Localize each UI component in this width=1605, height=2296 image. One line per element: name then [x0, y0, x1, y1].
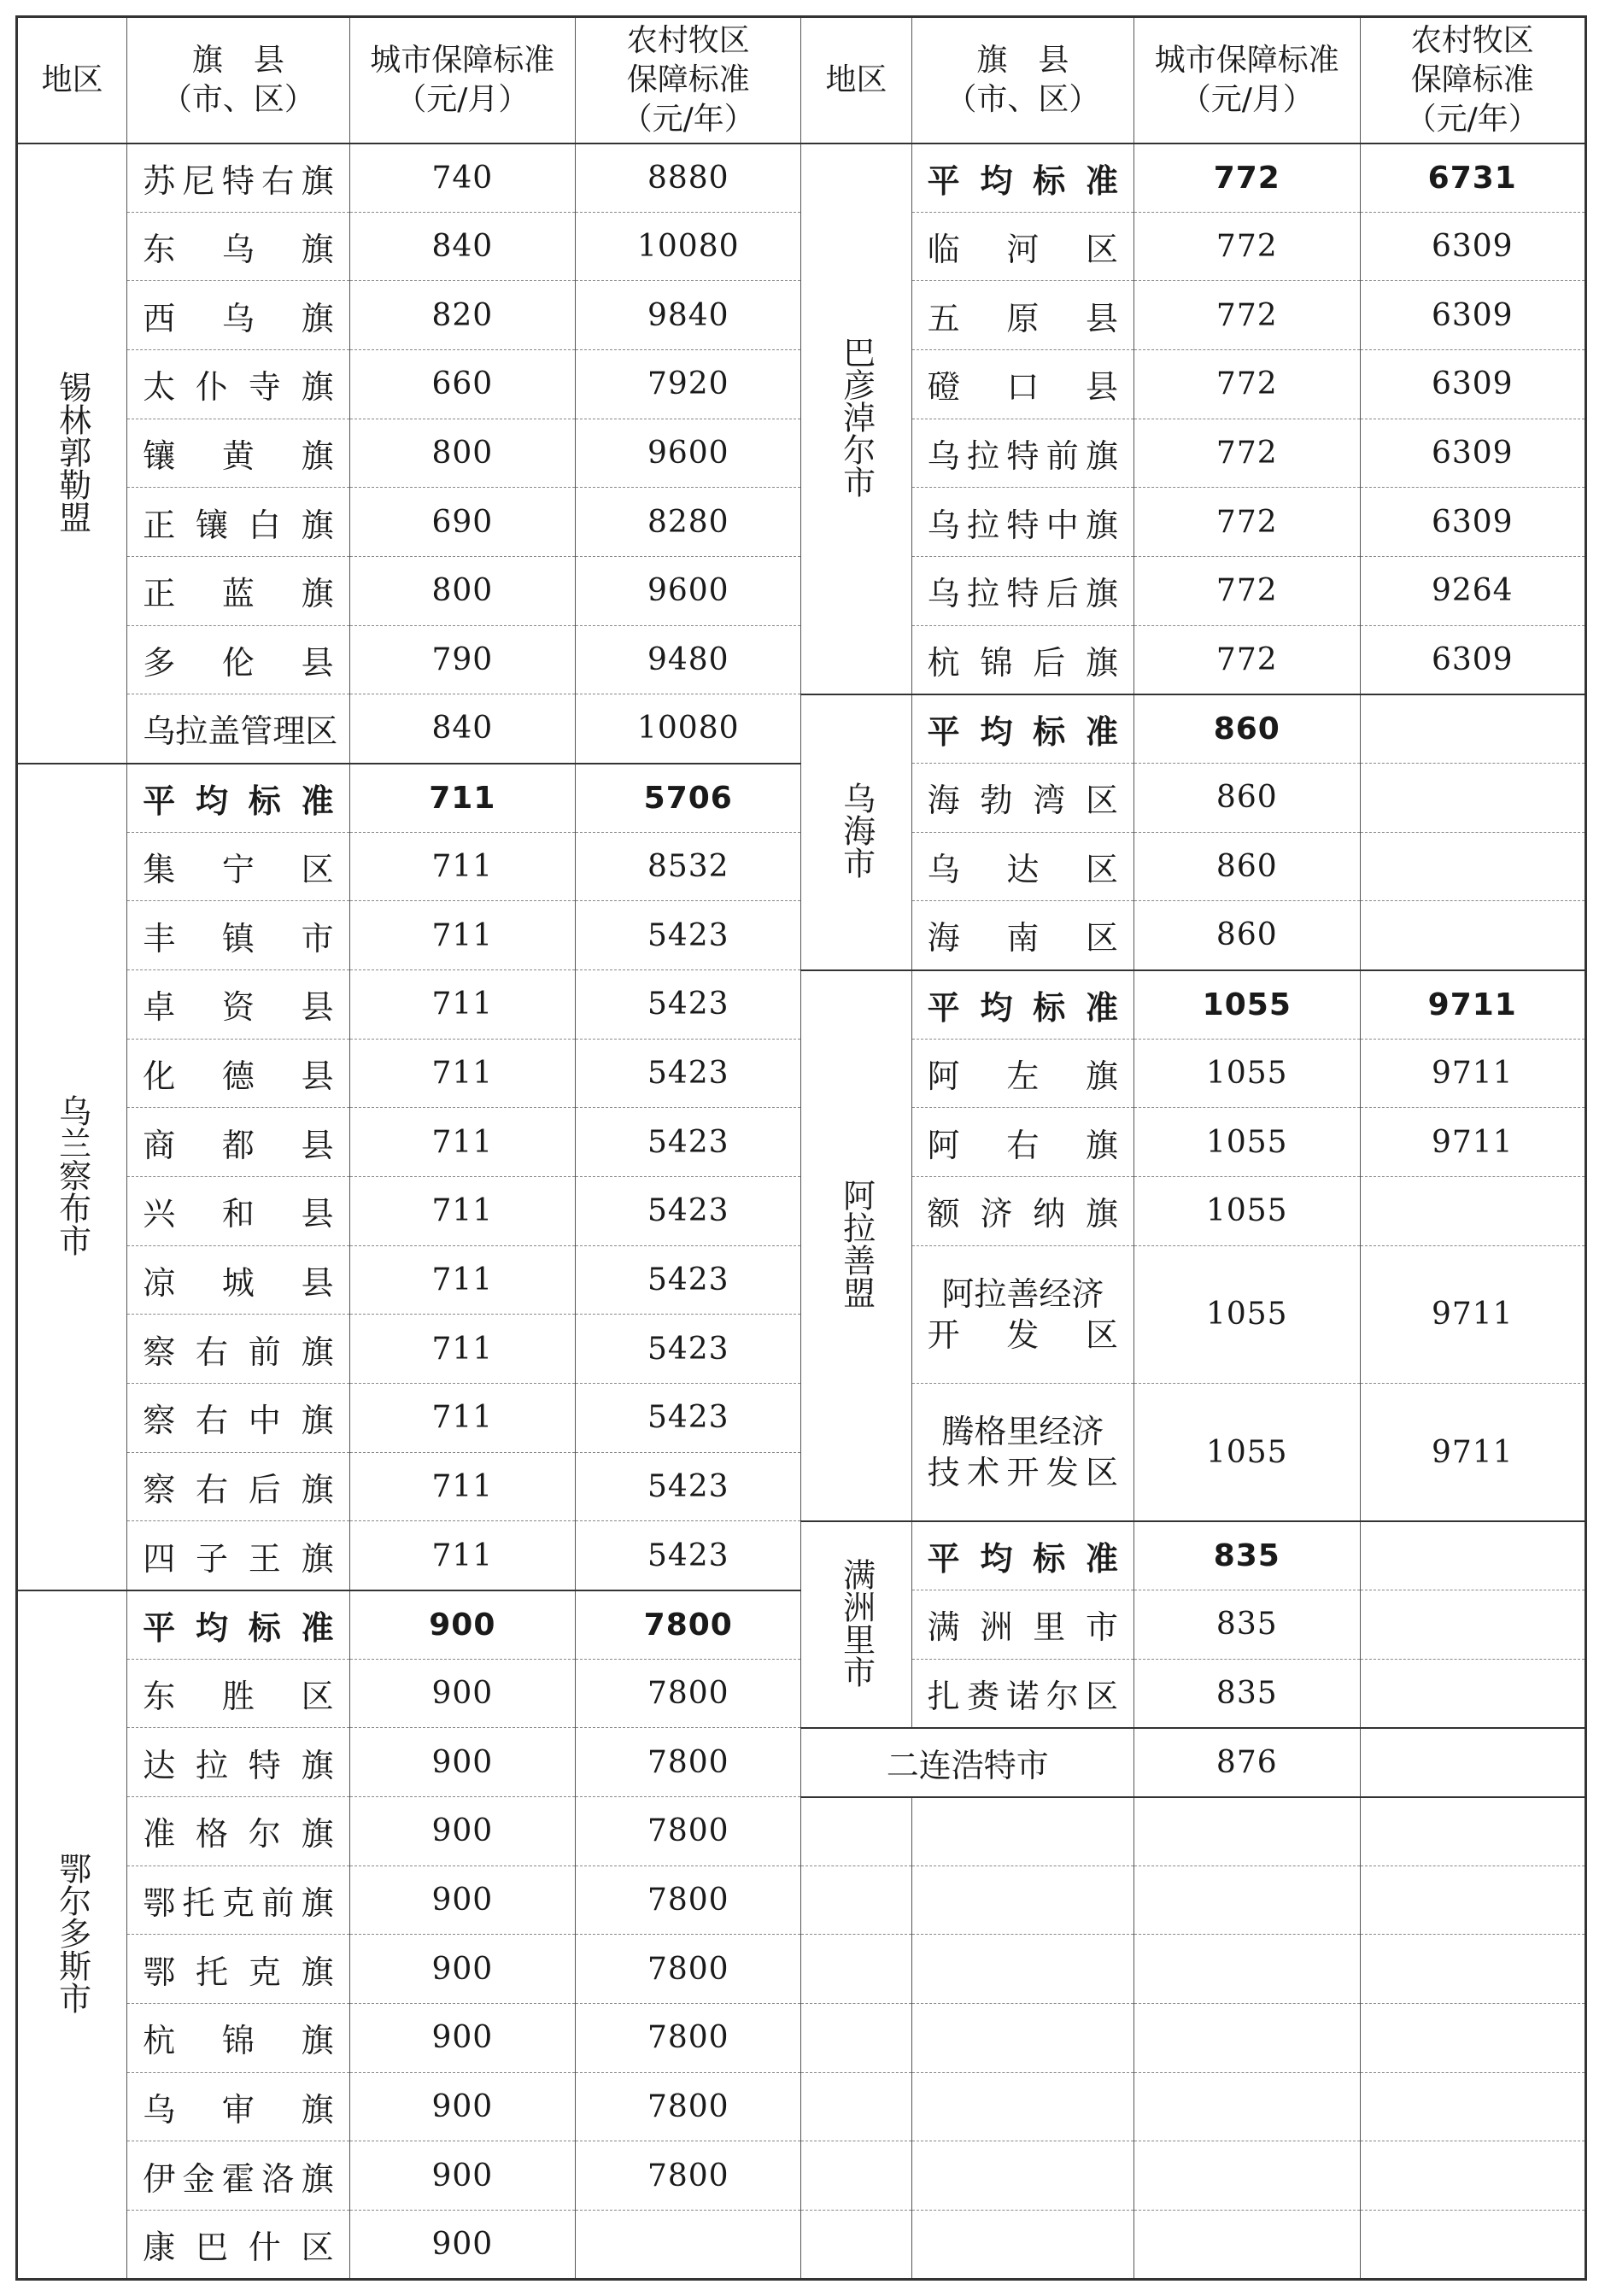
empty-cell [911, 1866, 1133, 1935]
urban-standard: 800 [349, 557, 575, 626]
rural-standard: 5423 [576, 1452, 801, 1521]
header-row [17, 17, 1586, 144]
county-name: 鄂托克旗 [127, 1935, 349, 2004]
empty-cell [801, 1797, 911, 1866]
header-urban-right: 城市保障标准 （元/月） [1134, 17, 1360, 144]
region-name: 乌兰察布市 [53, 1093, 91, 1256]
urban-standard: 1055 [1134, 970, 1360, 1040]
rural-standard: 7800 [576, 1659, 801, 1728]
urban-standard: 711 [349, 1384, 575, 1453]
county-name: 乌拉盖管理区 [127, 694, 349, 764]
urban-standard: 772 [1134, 488, 1360, 557]
county-name: 太仆寺旗 [127, 350, 349, 419]
urban-standard: 835 [1134, 1590, 1360, 1660]
county-name: 杭锦后旗 [911, 625, 1133, 694]
region-name: 满洲里市 [837, 1557, 876, 1688]
rural-standard: 9600 [576, 419, 801, 488]
rural-standard: 7800 [576, 2004, 801, 2073]
rural-standard: 9711 [1360, 1245, 1586, 1383]
urban-standard: 711 [349, 1245, 575, 1315]
rural-standard: 9711 [1360, 1039, 1586, 1108]
rural-standard: 5423 [576, 1384, 801, 1453]
county-name: 西乌旗 [127, 281, 349, 350]
header-region-right: 地区 [801, 17, 911, 144]
rural-standard: 5706 [576, 764, 801, 833]
rural-standard: 5423 [576, 1039, 801, 1108]
urban-standard: 800 [349, 419, 575, 488]
urban-standard: 900 [349, 2141, 575, 2211]
urban-standard: 900 [349, 2072, 575, 2141]
county-name: 康巴什区 [127, 2211, 349, 2280]
urban-standard: 690 [349, 488, 575, 557]
urban-standard: 772 [1134, 557, 1360, 626]
empty-cell [801, 2141, 911, 2211]
table-row [17, 144, 1586, 213]
header-county-right: 旗 县 （市、区） [911, 17, 1133, 144]
rural-standard [1360, 1590, 1586, 1660]
rural-standard: 9840 [576, 281, 801, 350]
rural-standard: 9711 [1360, 970, 1586, 1040]
empty-cell [801, 2211, 911, 2280]
county-name: 杭锦旗 [127, 2004, 349, 2073]
county-name: 海勃湾区 [911, 764, 1133, 833]
urban-standard: 900 [349, 1935, 575, 2004]
region-cell [17, 764, 127, 1590]
urban-standard: 900 [349, 2211, 575, 2280]
table-row [17, 694, 1586, 764]
table-row [17, 1866, 1586, 1935]
county-name: 额济纳旗 [911, 1177, 1133, 1246]
rural-standard: 5423 [576, 1245, 801, 1315]
county-name: 察右后旗 [127, 1452, 349, 1521]
urban-standard: 900 [349, 1659, 575, 1728]
empty-cell [1134, 2211, 1360, 2280]
rural-standard: 7800 [576, 1935, 801, 2004]
empty-cell [1134, 2004, 1360, 2073]
urban-standard: 711 [349, 832, 575, 901]
urban-standard: 1055 [1134, 1039, 1360, 1108]
county-name: 卓资县 [127, 970, 349, 1040]
urban-standard: 900 [349, 1590, 575, 1660]
rural-standard: 5423 [576, 970, 801, 1040]
county-name: 镶黄旗 [127, 419, 349, 488]
county-name: 扎赉诺尔区 [911, 1659, 1133, 1728]
header-rural-left: 农村牧区 保障标准 （元/年） [576, 17, 801, 144]
county-name: 阿左旗 [911, 1039, 1133, 1108]
average-label: 平均标准 [911, 1521, 1133, 1590]
table-row [17, 1521, 1586, 1590]
empty-cell [1360, 1935, 1586, 2004]
rural-standard: 5423 [576, 901, 801, 970]
urban-standard: 772 [1134, 350, 1360, 419]
rural-standard [1360, 1177, 1586, 1246]
average-label: 平均标准 [127, 1590, 349, 1660]
urban-standard: 860 [1134, 832, 1360, 901]
region-name: 巴彦淖尔市 [837, 336, 876, 499]
rural-standard: 6309 [1360, 625, 1586, 694]
rural-standard: 7800 [576, 2072, 801, 2141]
rural-standard: 5423 [576, 1108, 801, 1177]
rural-standard: 7800 [576, 2141, 801, 2211]
rural-standard: 7920 [576, 350, 801, 419]
county-name: 五原县 [911, 281, 1133, 350]
average-label: 平均标准 [911, 694, 1133, 764]
table-row [17, 1728, 1586, 1797]
rural-standard: 6309 [1360, 281, 1586, 350]
urban-standard: 711 [349, 1521, 575, 1590]
empty-cell [1134, 2072, 1360, 2141]
region-name: 鄂尔多斯市 [53, 1851, 91, 2014]
county-name: 凉城县 [127, 1245, 349, 1315]
empty-cell [1134, 1935, 1360, 2004]
county-name: 乌审旗 [127, 2072, 349, 2141]
urban-standard: 772 [1134, 281, 1360, 350]
rural-standard [1360, 1728, 1586, 1797]
urban-standard: 711 [349, 970, 575, 1040]
county-name: 阿右旗 [911, 1108, 1133, 1177]
empty-cell [911, 1935, 1133, 2004]
urban-standard: 772 [1134, 212, 1360, 281]
urban-standard: 900 [349, 1797, 575, 1866]
rural-standard: 9264 [1360, 557, 1586, 626]
county-name: 四子王旗 [127, 1521, 349, 1590]
urban-standard: 1055 [1134, 1177, 1360, 1246]
county-name: 东胜区 [127, 1659, 349, 1728]
empty-cell [801, 1935, 911, 2004]
rural-standard [1360, 1659, 1586, 1728]
rural-standard: 7800 [576, 1797, 801, 1866]
table-row [17, 2004, 1586, 2073]
urban-standard: 772 [1134, 144, 1360, 213]
region-name: 阿拉善盟 [837, 1179, 876, 1309]
empty-cell [911, 1797, 1133, 1866]
region-name: 锡林郭勒盟 [53, 370, 91, 533]
rural-standard: 8880 [576, 144, 801, 213]
county-name: 察右前旗 [127, 1315, 349, 1384]
average-label: 平均标准 [127, 764, 349, 833]
rural-standard: 9600 [576, 557, 801, 626]
urban-standard: 835 [1134, 1521, 1360, 1590]
county-name: 察右中旗 [127, 1384, 349, 1453]
county-name: 正蓝旗 [127, 557, 349, 626]
rural-standard: 6309 [1360, 350, 1586, 419]
rural-standard [1360, 764, 1586, 833]
table-row [17, 2211, 1586, 2280]
region-standalone: 二连浩特市 [801, 1728, 1134, 1797]
average-label: 平均标准 [911, 970, 1133, 1040]
county-name: 达拉特旗 [127, 1728, 349, 1797]
urban-standard: 835 [1134, 1659, 1360, 1728]
county-name: 腾格里经济技术开发区 [911, 1384, 1133, 1521]
county-name: 伊金霍洛旗 [127, 2141, 349, 2211]
county-name: 海南区 [911, 901, 1133, 970]
urban-standard: 1055 [1134, 1245, 1360, 1383]
rural-standard: 5423 [576, 1315, 801, 1384]
urban-standard: 820 [349, 281, 575, 350]
urban-standard: 772 [1134, 625, 1360, 694]
rural-standard: 7800 [576, 1728, 801, 1797]
rural-standard: 10080 [576, 212, 801, 281]
region-cell [801, 1521, 911, 1728]
urban-standard: 860 [1134, 901, 1360, 970]
urban-standard: 711 [349, 1039, 575, 1108]
urban-standard: 860 [1134, 764, 1360, 833]
empty-cell [1360, 2211, 1586, 2280]
rural-standard: 7800 [576, 1866, 801, 1935]
empty-cell [1360, 2072, 1586, 2141]
rural-standard: 6309 [1360, 212, 1586, 281]
empty-cell [1134, 1866, 1360, 1935]
county-name: 阿拉善经济开发区 [911, 1245, 1133, 1383]
urban-standard: 711 [349, 764, 575, 833]
county-name: 乌拉特后旗 [911, 557, 1133, 626]
rural-standard: 9711 [1360, 1108, 1586, 1177]
county-name: 多伦县 [127, 625, 349, 694]
rural-standard: 6731 [1360, 144, 1586, 213]
county-name: 乌达区 [911, 832, 1133, 901]
region-cell [801, 694, 911, 970]
county-name: 东乌旗 [127, 212, 349, 281]
average-label: 平均标准 [911, 144, 1133, 213]
rural-standard: 8280 [576, 488, 801, 557]
region-name: 乌海市 [837, 782, 876, 880]
urban-standard: 900 [349, 2004, 575, 2073]
county-name: 鄂托克前旗 [127, 1866, 349, 1935]
urban-standard: 840 [349, 694, 575, 764]
rural-standard [576, 2211, 801, 2280]
empty-cell [911, 2072, 1133, 2141]
county-name: 苏尼特右旗 [127, 144, 349, 213]
assistance-standards-table [15, 15, 1587, 2281]
county-name: 准格尔旗 [127, 1797, 349, 1866]
county-name: 商都县 [127, 1108, 349, 1177]
table-row [17, 2141, 1586, 2211]
empty-cell [911, 2211, 1133, 2280]
county-name: 满洲里市 [911, 1590, 1133, 1660]
rural-standard: 6309 [1360, 419, 1586, 488]
rural-standard [1360, 694, 1586, 764]
rural-standard: 9480 [576, 625, 801, 694]
urban-standard: 711 [349, 1177, 575, 1246]
header-county-left: 旗 县 （市、区） [127, 17, 349, 144]
table-body [17, 144, 1586, 2280]
urban-standard: 876 [1134, 1728, 1360, 1797]
table-row [17, 1797, 1586, 1866]
county-name: 集宁区 [127, 832, 349, 901]
county-name: 化德县 [127, 1039, 349, 1108]
empty-cell [1360, 2141, 1586, 2211]
urban-standard: 900 [349, 1866, 575, 1935]
rural-standard: 7800 [576, 1590, 801, 1660]
urban-standard: 840 [349, 212, 575, 281]
rural-standard: 8532 [576, 832, 801, 901]
empty-cell [911, 2004, 1133, 2073]
urban-standard: 711 [349, 1108, 575, 1177]
urban-standard: 711 [349, 901, 575, 970]
county-name: 乌拉特中旗 [911, 488, 1133, 557]
region-cell [801, 970, 911, 1521]
urban-standard: 740 [349, 144, 575, 213]
urban-standard: 711 [349, 1452, 575, 1521]
header-rural-right: 农村牧区 保障标准 （元/年） [1360, 17, 1586, 144]
empty-cell [801, 1866, 911, 1935]
rural-standard: 9711 [1360, 1384, 1586, 1521]
urban-standard: 900 [349, 1728, 575, 1797]
urban-standard: 860 [1134, 694, 1360, 764]
rural-standard [1360, 901, 1586, 970]
empty-cell [1360, 1797, 1586, 1866]
urban-standard: 1055 [1134, 1108, 1360, 1177]
urban-standard: 660 [349, 350, 575, 419]
rural-standard [1360, 1521, 1586, 1590]
empty-cell [801, 2004, 911, 2073]
table-row [17, 2072, 1586, 2141]
rural-standard: 5423 [576, 1521, 801, 1590]
region-cell [17, 1590, 127, 2280]
region-cell [17, 144, 127, 764]
header-region-left: 地区 [17, 17, 127, 144]
table-row [17, 1935, 1586, 2004]
rural-standard [1360, 832, 1586, 901]
rural-standard: 5423 [576, 1177, 801, 1246]
county-name: 兴和县 [127, 1177, 349, 1246]
county-name: 丰镇市 [127, 901, 349, 970]
county-name: 乌拉特前旗 [911, 419, 1133, 488]
rural-standard: 10080 [576, 694, 801, 764]
county-name: 正镶白旗 [127, 488, 349, 557]
rural-standard: 6309 [1360, 488, 1586, 557]
empty-cell [1360, 2004, 1586, 2073]
empty-cell [801, 2072, 911, 2141]
region-cell [801, 144, 911, 694]
table-row [17, 970, 1586, 1040]
empty-cell [1134, 1797, 1360, 1866]
county-name: 临河区 [911, 212, 1133, 281]
county-name: 磴口县 [911, 350, 1133, 419]
urban-standard: 711 [349, 1315, 575, 1384]
header-urban-left: 城市保障标准 （元/月） [349, 17, 575, 144]
empty-cell [1134, 2141, 1360, 2211]
empty-cell [911, 2141, 1133, 2211]
empty-cell [1360, 1866, 1586, 1935]
urban-standard: 1055 [1134, 1384, 1360, 1521]
urban-standard: 772 [1134, 419, 1360, 488]
urban-standard: 790 [349, 625, 575, 694]
